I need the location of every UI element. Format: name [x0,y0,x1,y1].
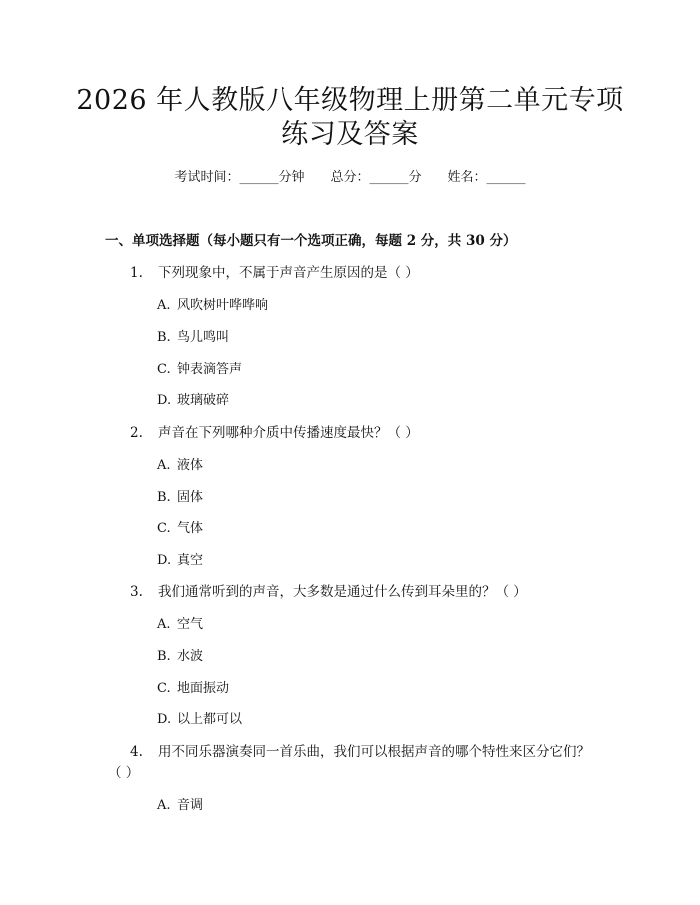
option-letter: D. [157,553,172,568]
question-1 [130,261,419,281]
option-letter: A. [157,798,171,813]
option-text: 玻璃破碎 [177,393,230,408]
question-number: 3. [130,584,143,600]
option-letter: B. [157,330,171,345]
question-text: 下列现象中，不属于声音产生原因的是（ ） [158,265,419,281]
option-letter: A. [157,458,171,473]
option-text: 气体 [177,521,204,536]
option-4a [157,794,203,813]
option-letter: D. [157,712,172,727]
option-3a [157,613,203,632]
option-letter: C. [157,521,171,536]
section-heading-single-choice: 一、单项选择题（每小题只有一个选项正确，每题 2 分，共 30 分） [105,233,517,249]
option-text: 空气 [177,617,204,632]
option-letter: A. [157,298,171,313]
document-title-line-2: 练习及答案 [281,119,419,150]
option-3c [157,677,229,696]
option-2a [157,454,203,473]
option-text: 鸟儿鸣叫 [177,330,230,345]
option-text: 以上都可以 [177,712,243,727]
option-3b [157,645,203,664]
total-score-field: 总分：______分 [330,170,422,185]
question-3 [130,580,527,600]
option-letter: B. [157,649,171,664]
option-text: 音调 [177,798,204,813]
option-1b [157,326,229,345]
question-4 [130,740,590,760]
question-text: 声音在下列哪种介质中传播速度最快？（ ） [158,425,419,441]
option-2b [157,486,203,505]
option-letter: C. [157,362,171,377]
question-text: 我们通常听到的声音，大多数是通过什么传到耳朵里的？（ ） [158,584,527,600]
question-number: 1. [130,265,143,281]
option-1c [157,358,242,377]
option-text: 真空 [177,553,204,568]
student-name-field: 姓名：______ [447,170,526,185]
option-text: 水波 [177,649,204,664]
question-text: 用不同乐器演奏同一首乐曲，我们可以根据声音的哪个特性来区分它们？ [158,744,590,760]
option-2c [157,517,203,536]
option-letter: D. [157,393,172,408]
option-text: 风吹树叶哗哗响 [177,298,269,313]
option-1a [157,294,268,313]
option-2d [157,549,203,568]
option-3d [157,708,242,727]
question-2 [130,421,419,441]
option-1d [157,389,229,408]
question-number: 4. [130,744,143,760]
question-4-continuation: （ ） [108,765,140,781]
option-letter: B. [157,490,171,505]
option-letter: C. [157,681,171,696]
exam-meta [0,166,700,185]
option-letter: A. [157,617,171,632]
option-text: 地面振动 [177,681,230,696]
option-text: 液体 [177,458,204,473]
document-title-line-1: 2026 年人教版八年级物理上册第二单元专项 [76,85,624,116]
option-text: 钟表滴答声 [177,362,243,377]
option-text: 固体 [177,490,204,505]
exam-time-field: 考试时间：______分钟 [174,170,305,185]
question-number: 2. [130,425,143,441]
